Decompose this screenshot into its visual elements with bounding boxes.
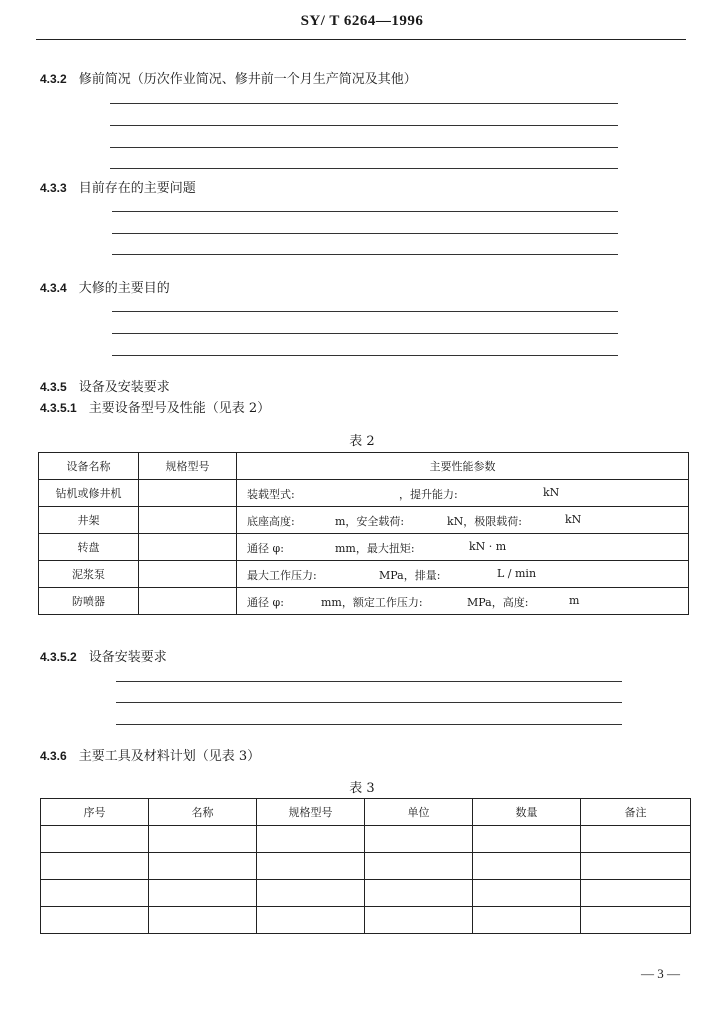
section-number: 4.3.5.1 [40,401,77,415]
table-header-row [39,453,689,480]
table-cell[interactable] [257,907,365,934]
fill-line[interactable] [110,147,618,148]
table-cell[interactable] [149,853,257,880]
table-cell[interactable] [41,853,149,880]
table-row [41,907,691,934]
param-label: mm，最大扭矩: [335,542,415,555]
section-title: 设备安装要求 [88,650,167,665]
table-cell[interactable] [41,907,149,934]
table-cell[interactable] [473,853,581,880]
section-number: 4.3.3 [40,181,67,195]
fill-line[interactable] [110,168,618,169]
fill-line[interactable] [110,125,618,126]
section-4-3-6 [40,745,260,764]
header-cell: 主要性能参数 [237,453,689,480]
param-label: MPa，高度: [467,596,529,609]
table-cell[interactable] [473,826,581,853]
table-cell[interactable] [41,880,149,907]
table-cell[interactable] [41,826,149,853]
section-number: 4.3.4 [40,281,67,295]
standard-code: SY/ T 6264—1996 [300,13,424,29]
fill-line[interactable] [110,103,618,104]
param-label: 底座高度: [247,515,295,528]
fill-line[interactable] [112,355,618,356]
table-cell[interactable] [581,826,691,853]
header-cell: 设备名称 [39,453,139,480]
section-4-3-3 [40,177,196,196]
table2-caption: 表 2 [349,434,375,449]
section-number: 4.3.6 [40,749,67,763]
param-unit: L / min [497,567,537,580]
fill-line[interactable] [116,724,622,725]
table-row [41,826,691,853]
header-cell: 数量 [473,799,581,826]
section-4-3-5-2 [40,646,167,665]
table-cell[interactable] [581,853,691,880]
table-cell[interactable] [149,826,257,853]
table-cell[interactable] [149,907,257,934]
section-4-3-5 [40,376,170,395]
param-label: ，提升能力: [399,488,458,501]
params-cell [237,480,689,507]
fill-line[interactable] [112,211,618,212]
param-unit: kN [543,486,560,499]
table-cell[interactable] [473,907,581,934]
section-4-3-4 [40,277,170,296]
param-label: mm，额定工作压力: [321,596,423,609]
param-label: kN，极限载荷: [447,515,522,528]
param-label: m，安全载荷: [335,515,405,528]
table-row [39,588,689,615]
table3-caption: 表 3 [349,781,375,796]
model-cell[interactable] [139,588,237,615]
equipment-name: 钻机或修井机 [39,480,139,507]
param-unit: kN · m [469,540,507,553]
section-number: 4.3.5.2 [40,650,77,664]
section-title: 大修的主要目的 [78,281,170,296]
table-cell[interactable] [257,826,365,853]
section-number: 4.3.2 [40,72,67,86]
materials-table [40,798,691,934]
table-cell[interactable] [365,880,473,907]
table-cell[interactable] [365,826,473,853]
fill-line[interactable] [112,333,618,334]
equipment-name: 泥浆泵 [39,561,139,588]
header-cell: 规格型号 [139,453,237,480]
table-row [41,853,691,880]
equipment-name: 防喷器 [39,588,139,615]
param-unit: m [569,594,580,607]
fill-line[interactable] [116,681,622,682]
params-cell [237,534,689,561]
header-cell: 规格型号 [257,799,365,826]
table-cell[interactable] [257,853,365,880]
fill-line[interactable] [112,233,618,234]
table-header-row [41,799,691,826]
model-cell[interactable] [139,534,237,561]
fill-line[interactable] [116,702,622,703]
equipment-name: 井架 [39,507,139,534]
param-label: 通径 φ: [247,542,284,555]
section-number: 4.3.5 [40,380,67,394]
header-rule [36,39,686,40]
table-row [41,880,691,907]
table-row [39,561,689,588]
section-title: 主要工具及材料计划（见表 3） [78,749,261,764]
model-cell[interactable] [139,507,237,534]
table-row [39,507,689,534]
model-cell[interactable] [139,480,237,507]
table-cell[interactable] [581,880,691,907]
table-cell[interactable] [581,907,691,934]
param-label: 通径 φ: [247,596,284,609]
params-cell [237,507,689,534]
model-cell[interactable] [139,561,237,588]
header-cell: 单位 [365,799,473,826]
params-cell [237,561,689,588]
table-row [39,480,689,507]
header-cell: 序号 [41,799,149,826]
section-title: 修前简况（历次作业简况、修井前一个月生产简况及其他） [78,72,417,87]
fill-line[interactable] [112,254,618,255]
table-cell[interactable] [149,880,257,907]
table-cell[interactable] [365,907,473,934]
table-cell[interactable] [473,880,581,907]
param-unit: kN [565,513,582,526]
table-row [39,534,689,561]
page-number: — 3 — [641,966,680,981]
header-cell: 备注 [581,799,691,826]
fill-line[interactable] [112,311,618,312]
section-4-3-2 [40,68,417,87]
section-title: 设备及安装要求 [78,380,170,395]
table-cell[interactable] [257,880,365,907]
params-cell [237,588,689,615]
equipment-table [38,452,689,615]
section-title: 目前存在的主要问题 [78,181,196,196]
section-title: 主要设备型号及性能（见表 2） [88,401,271,416]
param-label: MPa，排量: [379,569,441,582]
equipment-name: 转盘 [39,534,139,561]
table-cell[interactable] [365,853,473,880]
section-4-3-5-1 [40,397,270,416]
param-label: 装载型式: [247,488,295,501]
param-label: 最大工作压力: [247,569,317,582]
header-cell: 名称 [149,799,257,826]
